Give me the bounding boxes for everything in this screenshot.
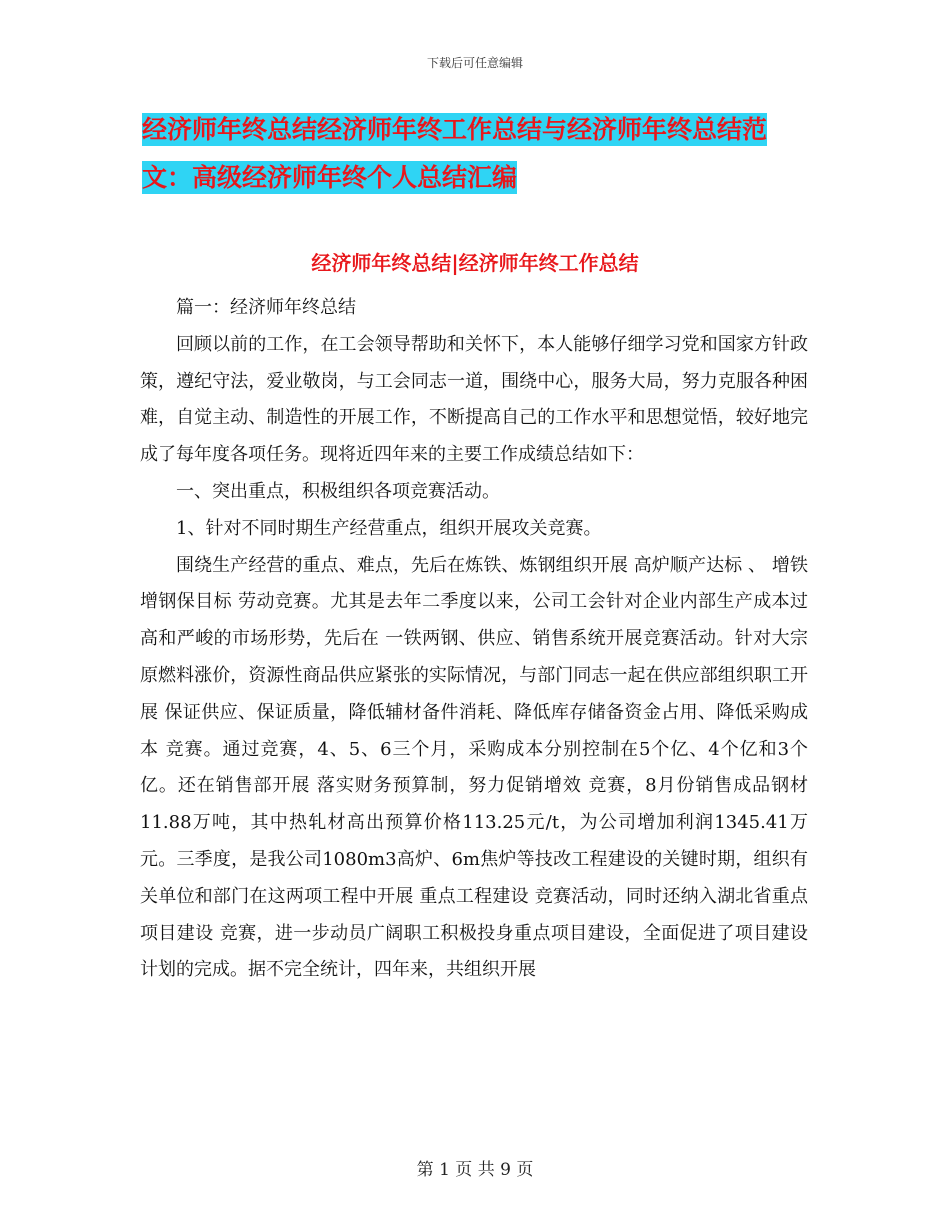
document-title	[142, 106, 810, 202]
section-heading: 一、突出重点，积极组织各项竞赛活动。	[176, 480, 500, 502]
document-title-text: 经济师年终总结经济师年终工作总结与经济师年终总结范文：高级经济师年终个人总结汇编	[142, 115, 768, 192]
chapter-heading: 篇一：经济师年终总结	[176, 297, 356, 318]
page-number-footer: 第 1 页 共 9 页	[416, 1160, 534, 1180]
body-paragraph: 围绕生产经营的重点、难点，先后在炼铁、炼钢组织开展 高炉顺产达标 、 增铁增钢保目标 劳动竞赛。尤其是去年二季度以来，公司工会针对企业内部生产成本过高和严峻的市场形势，先后在 一铁两钢、供应、销售系统开展竞赛活动。针对大宗原燃料涨价，资源性商品供应紧张的实际情况，与部门同志一起在供应部组织职工开展 保证供应、保证质量，降低辅材备件消耗、降低库存储备资金占用、降低采购成本 竞赛。通过竞赛，4、5、6三个月，采购成本分别控制在5个亿、4个亿和3个亿。还在销售部开展 落实财务预算制，努力促销增效 竞赛，8月份销售成品钢材11.88万吨，其中热轧材高出预算价格113.25元/t，为公司增加利润1345.41万元。三季度，是我公司1080m3高炉、6m焦炉等技改工程建设的关键时期，组织有关单位和部门在这两项工程中开展 重点工程建设 竞赛活动，同时还纳入湖北省重点项目建设 竞赛，进一步动员广阔职工积极投身重点项目建设，全面促进了项目建设计划的完成。据不完全统计，四年来，共组织开展	[140, 554, 808, 981]
section-title: 经济师年终总结|经济师年终工作总结	[311, 251, 639, 275]
body-paragraph: 回顾以前的工作，在工会领导帮助和关怀下，本人能够仔细学习党和国家方针政策，遵纪守法，爱业敬岗，与工会同志一道，围绕中心，服务大局，努力克服各种困难，自觉主动、制造性的开展工作，不断提高自己的工作水平和思想觉悟，较好地完成了每年度各项任务。现将近四年来的主要工作成绩总结如下：	[140, 333, 808, 466]
subsection-heading: 1、针对不同时期生产经营重点，组织开展攻关竞赛。	[176, 517, 602, 539]
document-body	[140, 290, 808, 989]
header-note: 下载后可任意编辑	[426, 56, 523, 70]
